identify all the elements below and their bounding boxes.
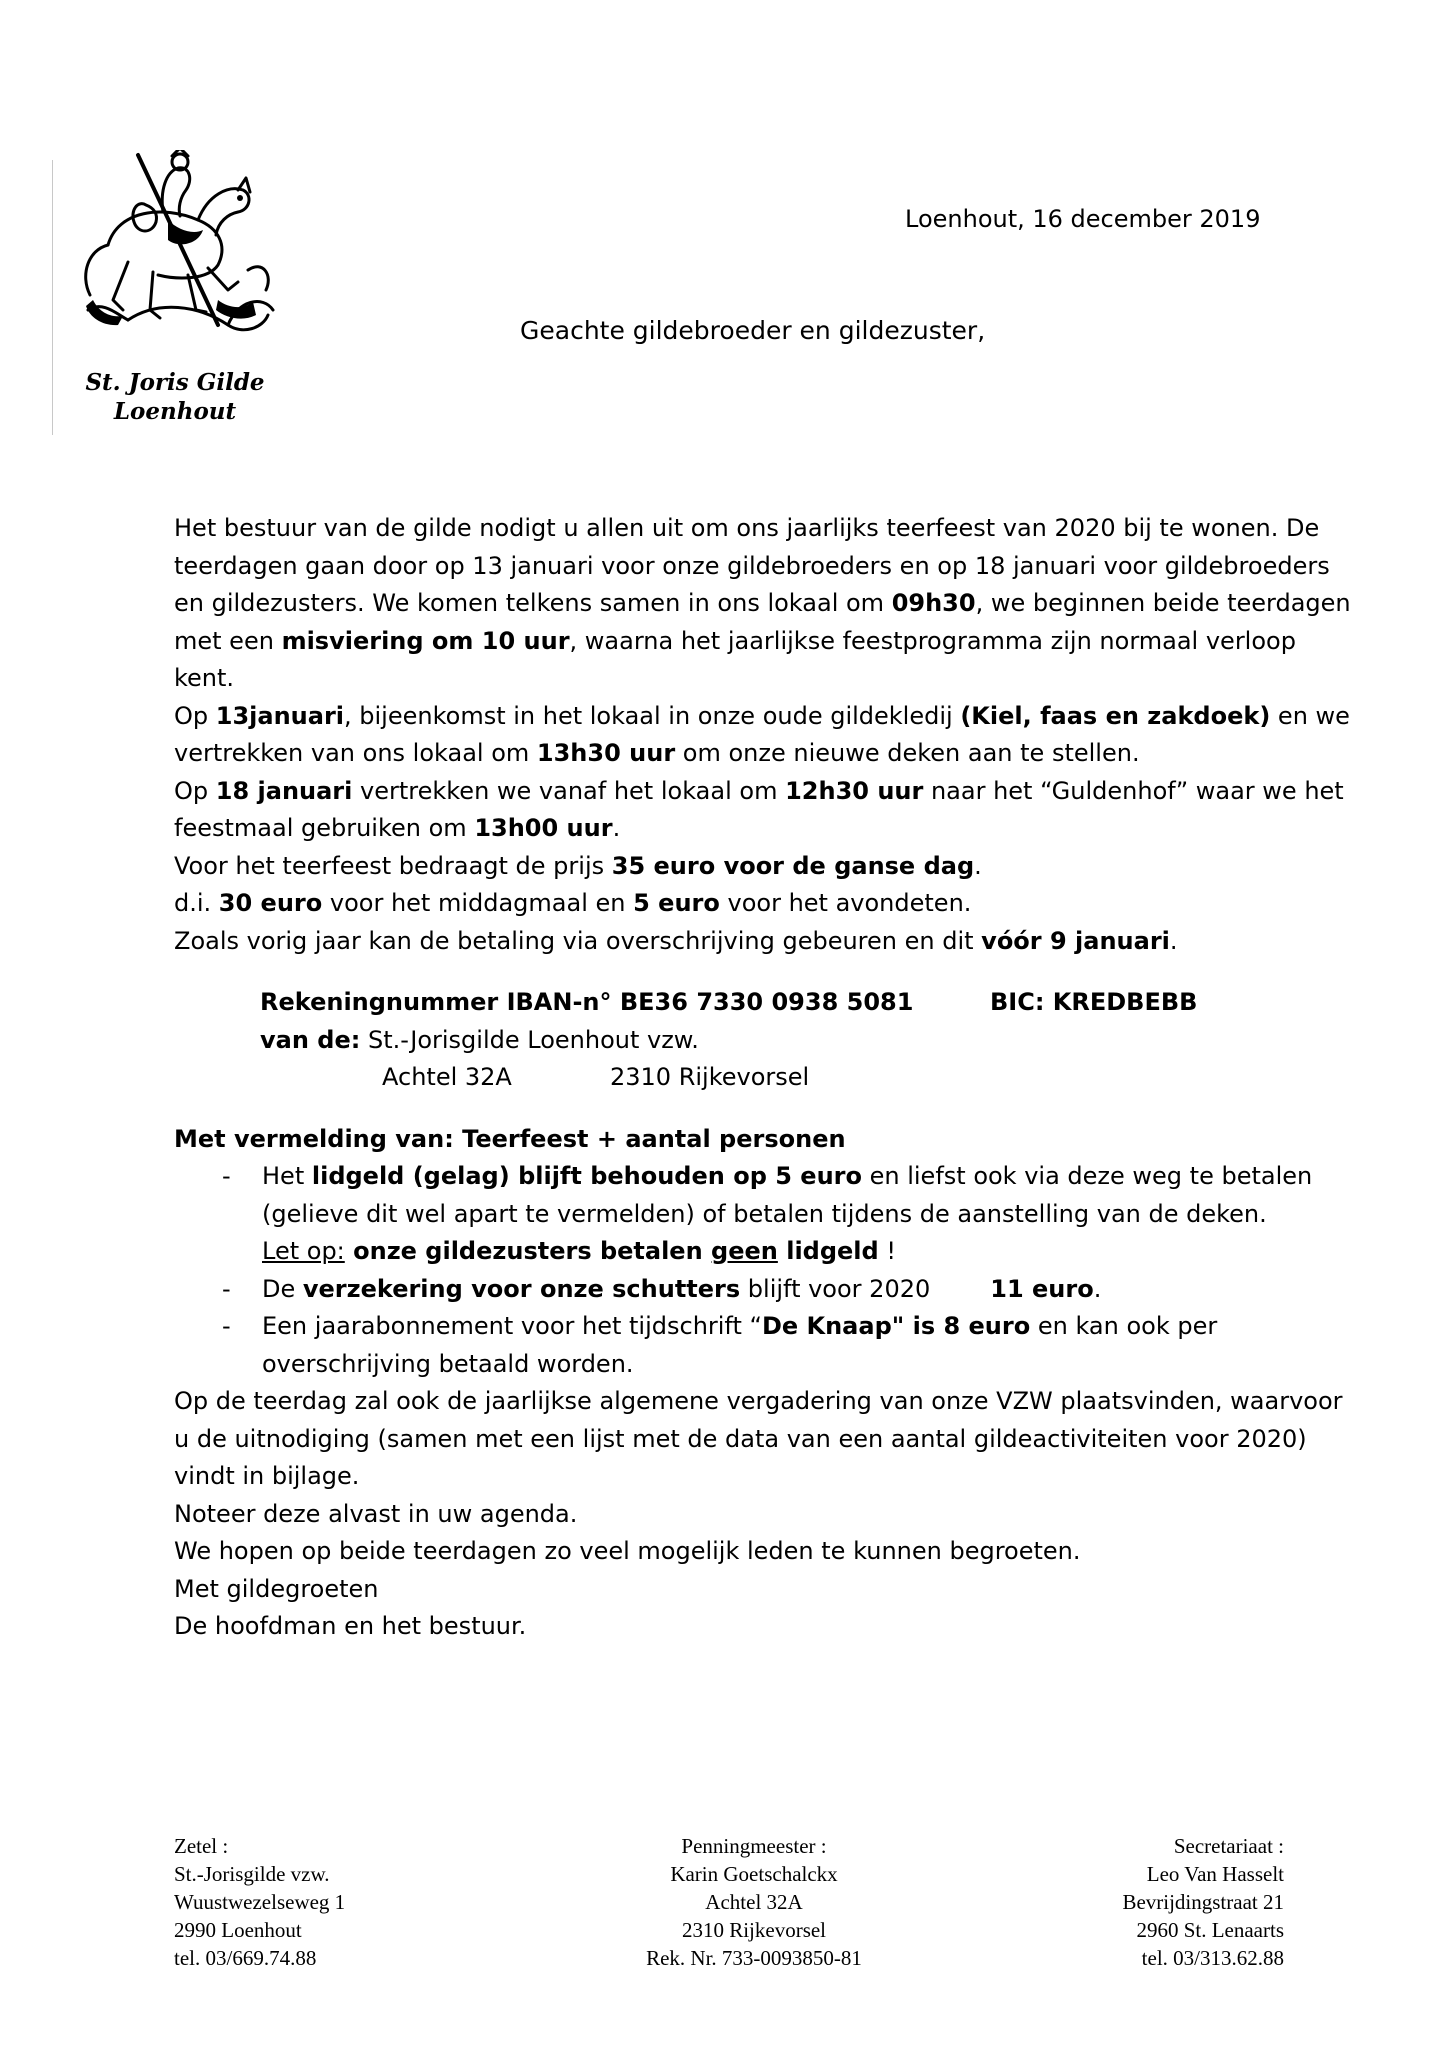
dash: - bbox=[222, 1162, 231, 1190]
bold-text: 18 januari bbox=[215, 776, 353, 805]
bold-text: 12h30 uur bbox=[785, 776, 924, 805]
iban: Rekeningnummer IBAN-n° BE36 7330 0938 5081 bbox=[260, 988, 914, 1016]
paragraph-agenda-line1: Noteer deze alvast in uw agenda. bbox=[174, 1499, 578, 1528]
footer-seat bbox=[174, 1832, 345, 1972]
greeting: Geachte gildebroeder en gildezuster, bbox=[520, 316, 986, 345]
bold-text: lidgeld (gelag) blijft behouden op 5 euro bbox=[311, 1162, 862, 1190]
bullet-subscription bbox=[174, 1308, 1354, 1383]
bullet-membership-fee bbox=[174, 1158, 1354, 1271]
footer-line: Penningmeester : bbox=[681, 1834, 827, 1858]
footer-secretariat bbox=[1122, 1832, 1284, 1972]
bank-address-row bbox=[260, 1059, 1354, 1097]
text: voor het middagmaal en bbox=[322, 889, 634, 917]
footer-line: tel. 03/313.62.88 bbox=[1141, 1946, 1284, 1970]
text: Voor het teerfeest bedraagt de prijs bbox=[174, 851, 612, 880]
bold-text: 13h00 uur bbox=[474, 814, 613, 842]
bank-from-name: St.-Jorisgilde Loenhout vzw. bbox=[367, 1025, 699, 1054]
text: Zoals vorig jaar kan de betaling via overschrijving gebeuren en dit bbox=[174, 926, 982, 955]
footer-line: tel. 03/669.74.88 bbox=[174, 1946, 317, 1970]
mention-line: Met vermelding van: Teerfeest + aantal personen bbox=[174, 1124, 846, 1153]
footer-line: Wuustwezelseweg 1 bbox=[174, 1890, 346, 1914]
bold-text: onze gildezusters betalen bbox=[344, 1237, 712, 1265]
text: . bbox=[974, 851, 982, 880]
footer-line: 2990 Loenhout bbox=[174, 1918, 302, 1942]
bold-text: De Knaap" is 8 euro bbox=[761, 1312, 1031, 1340]
footer-line: St.-Jorisgilde vzw. bbox=[174, 1862, 330, 1886]
footer-treasurer bbox=[604, 1832, 904, 1972]
footer-line: Zetel : bbox=[174, 1834, 229, 1858]
bold-text: 30 euro bbox=[218, 889, 323, 917]
text: De bbox=[262, 1274, 303, 1303]
footer-line: Achtel 32A bbox=[705, 1890, 803, 1914]
footer-line: Leo Van Hasselt bbox=[1146, 1862, 1284, 1886]
text: Op bbox=[174, 701, 216, 730]
bic: BIC: KREDBEBB bbox=[990, 988, 1198, 1016]
dash: - bbox=[222, 1274, 231, 1303]
footer-line: 2960 St. Lenaarts bbox=[1136, 1918, 1284, 1942]
bold-text: 35 euro voor de ganse dag bbox=[611, 851, 975, 880]
bold-text: verzekering voor onze schutters bbox=[302, 1274, 741, 1303]
footer-line: 2310 Rijkevorsel bbox=[681, 1918, 827, 1942]
text: , bijeenkomst in het lokaal in onze oude gildekledij bbox=[344, 701, 961, 730]
bank-details bbox=[260, 984, 1354, 1097]
text: . bbox=[1093, 1274, 1102, 1303]
paragraph-payment bbox=[174, 923, 1354, 961]
paragraph-price-breakdown bbox=[174, 885, 1354, 923]
text: en liefst ook via deze weg te betalen (gelieve dit wel apart te vermelden) of betalen tijdens de aanstelling van de deken. bbox=[262, 1162, 1313, 1228]
text: , waarna het jaarlijkse feestprogramma zijn normaal verloop kent. bbox=[174, 626, 1296, 692]
note-label: Let op: bbox=[262, 1237, 345, 1265]
bank-street: Achtel 32A bbox=[382, 1063, 512, 1091]
paragraph-13-januari bbox=[174, 698, 1354, 773]
bullet-list bbox=[174, 1158, 1354, 1383]
text: blijft voor 2020 bbox=[740, 1274, 931, 1303]
letter-date: Loenhout, 16 december 2019 bbox=[905, 205, 1261, 233]
footer-line: Secretariaat : bbox=[1173, 1834, 1284, 1858]
text: naar het “Guldenhof” waar we het feestmaal gebruiken om bbox=[174, 776, 1344, 842]
bullet-insurance bbox=[174, 1271, 1354, 1309]
logo-name bbox=[70, 368, 280, 426]
dash: - bbox=[222, 1312, 231, 1340]
text: en kan ook per overschrijving betaald worden. bbox=[262, 1312, 1218, 1378]
bold-text: 13h30 uur bbox=[536, 739, 676, 767]
text: voor het avondeten. bbox=[719, 889, 972, 917]
text: vertrekken we vanaf het lokaal om bbox=[352, 776, 786, 805]
letter-body bbox=[174, 510, 1354, 1646]
paragraph-price bbox=[174, 848, 1354, 886]
paragraph-intro bbox=[174, 510, 1354, 698]
bank-owner-row bbox=[260, 1022, 1354, 1060]
text: , we beginnen beide teerdagen met een bbox=[174, 589, 1351, 655]
logo-line1: St. Joris Gilde bbox=[85, 369, 265, 396]
text: d.i. bbox=[174, 889, 219, 917]
footer-line: Bevrijdingstraat 21 bbox=[1122, 1890, 1284, 1914]
bank-account-row bbox=[260, 984, 1354, 1022]
text: ! bbox=[878, 1237, 896, 1265]
bold-text: 11 euro bbox=[990, 1274, 1094, 1303]
signature: De hoofdman en het bestuur. bbox=[174, 1612, 527, 1640]
paragraph-18-januari bbox=[174, 773, 1354, 848]
bold-text: 13januari bbox=[215, 701, 345, 730]
bank-city: 2310 Rijkevorsel bbox=[610, 1063, 810, 1091]
bold-underlined-text: geen bbox=[711, 1237, 778, 1265]
footer-line: Rek. Nr. 733-0093850-81 bbox=[646, 1946, 862, 1970]
logo-divider bbox=[52, 160, 53, 435]
text: Het bestuur van de gilde nodigt u allen uit om ons jaarlijks teerfeest van 2020 bij te wonen. De teerdagen gaan door op 13 januari voor onze gildebroeders en op 18 januari voor gildebroeders en gildezusters. We komen telkens samen in ons lokaal om bbox=[174, 514, 1330, 617]
text: . bbox=[612, 814, 621, 842]
paragraph-general-meeting: Op de teerdag zal ook de jaarlijkse algemene vergadering van onze VZW plaatsvinden, waarvoor u de uitnodiging (samen met een lijst met de data van een aantal gildeactiviteiten voor 2020) vindt in bijlage. bbox=[174, 1387, 1343, 1490]
bold-text: (Kiel, faas en zakdoek) bbox=[960, 701, 1271, 730]
bold-text: misviering om 10 uur bbox=[281, 626, 570, 655]
st-george-dragon-logo bbox=[68, 150, 278, 340]
text: om onze nieuwe deken aan te stellen. bbox=[675, 739, 1140, 767]
paragraph-agenda-line2: We hopen op beide teerdagen zo veel mogelijk leden te kunnen begroeten. bbox=[174, 1537, 1081, 1565]
text: Op bbox=[174, 776, 216, 805]
bold-text: lidgeld bbox=[777, 1237, 879, 1265]
bold-text: 5 euro bbox=[633, 889, 720, 917]
text: . bbox=[1169, 926, 1178, 955]
footer-line: Karin Goetschalckx bbox=[670, 1862, 838, 1886]
text: en we vertrekken van ons lokaal om bbox=[174, 701, 1350, 767]
regards: Met gildegroeten bbox=[174, 1574, 379, 1603]
text: Het bbox=[262, 1162, 312, 1190]
bold-text: vóór 9 januari bbox=[981, 926, 1170, 955]
bank-from-label: van de: bbox=[260, 1025, 361, 1054]
text: Een jaarabonnement voor het tijdschrift “ bbox=[262, 1312, 762, 1340]
bold-text: 09h30 bbox=[891, 589, 976, 617]
logo-line2: Loenhout bbox=[113, 398, 237, 425]
